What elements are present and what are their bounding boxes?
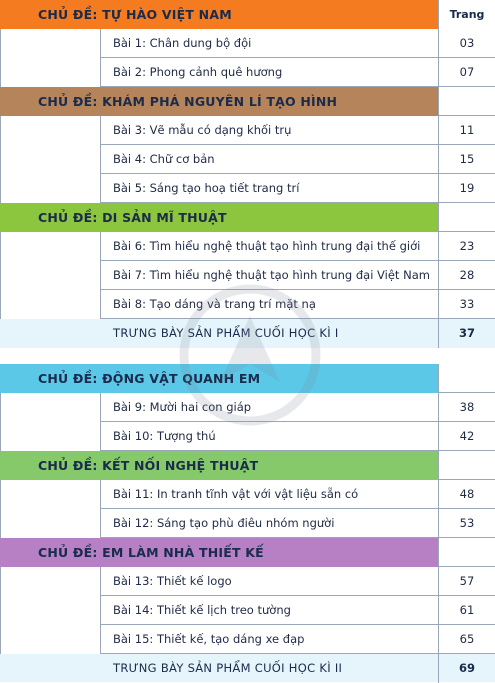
lesson-page: 28 [438,261,495,290]
lesson-page: 33 [438,290,495,319]
topic-page [438,87,495,116]
lesson-page: 19 [438,174,495,203]
exhibition-title: TRƯNG BÀY SẢN PHẨM CUỐI HỌC KÌ I [113,326,339,340]
exhibition-page: 37 [438,319,495,348]
topic-row [0,87,495,116]
lesson-page: 42 [438,422,495,451]
lesson-title: Bài 1: Chân dung bộ đội [113,36,252,50]
exhibition-row[interactable] [0,654,495,682]
page-column-header: Trang [438,0,495,29]
lesson-page: 07 [438,58,495,87]
exhibition-title: TRƯNG BÀY SẢN PHẨM CUỐI HỌC KÌ II [113,661,343,675]
lesson-row[interactable] [0,116,495,145]
topic-page [438,203,495,232]
lesson-row[interactable] [0,509,495,538]
topic-page [438,364,495,393]
topic-title: CHỦ ĐỀ: KHÁM PHÁ NGUYÊN LÍ TẠO HÌNH [38,94,338,109]
lesson-page: 65 [438,625,495,654]
lesson-row[interactable] [0,480,495,509]
topic-page [438,538,495,567]
lesson-title: Bài 15: Thiết kế, tạo dáng xe đạp [113,632,305,646]
topic-page [438,451,495,480]
lesson-row[interactable] [0,145,495,174]
topic-title: CHỦ ĐỀ: EM LÀM NHÀ THIẾT KẾ [38,545,264,560]
lesson-title: Bài 8: Tạo dáng và trang trí mặt nạ [113,297,316,311]
lesson-page: 11 [438,116,495,145]
lesson-page: 38 [438,393,495,422]
lesson-title: Bài 9: Mười hai con giáp [113,400,252,414]
topic-title: CHỦ ĐỀ: ĐỘNG VẬT QUANH EM [38,371,261,386]
lesson-row[interactable] [0,567,495,596]
lesson-title: Bài 13: Thiết kế logo [113,574,232,588]
lesson-title: Bài 4: Chữ cơ bản [113,152,215,166]
lesson-row[interactable] [0,422,495,451]
topic-row [0,364,495,393]
topic-row [0,538,495,567]
lesson-page: 48 [438,480,495,509]
lesson-row[interactable] [0,290,495,319]
lesson-row[interactable] [0,261,495,290]
exhibition-row[interactable] [0,319,495,348]
lesson-row[interactable] [0,596,495,625]
lesson-title: Bài 14: Thiết kế lịch treo tường [113,603,291,617]
lesson-title: Bài 2: Phong cảnh quê hương [113,65,283,79]
lesson-row[interactable] [0,58,495,87]
topic-title: CHỦ ĐỀ: DI SẢN MĨ THUẬT [38,210,227,225]
lesson-row[interactable] [0,393,495,422]
topic-title: CHỦ ĐỀ: KẾT NỐI NGHỆ THUẬT [38,458,259,473]
lesson-row[interactable] [0,29,495,58]
lesson-title: Bài 11: In tranh tĩnh vật với vật liệu sẵn có [113,487,359,501]
lesson-row[interactable] [0,625,495,654]
lesson-page: 15 [438,145,495,174]
lesson-title: Bài 3: Vẽ mẫu có dạng khối trụ [113,123,292,137]
topic-row [0,203,495,232]
lesson-row[interactable] [0,174,495,203]
lesson-title: Bài 6: Tìm hiểu nghệ thuật tạo hình trung đại thế giới [113,239,421,253]
lesson-title: Bài 12: Sáng tạo phù điêu nhóm người [113,516,335,530]
lesson-title: Bài 5: Sáng tạo hoạ tiết trang trí [113,181,300,195]
topic-row [0,451,495,480]
lesson-page: 53 [438,509,495,538]
lesson-title: Bài 10: Tượng thú [113,429,216,443]
lesson-row[interactable] [0,232,495,261]
topic-title: CHỦ ĐỀ: TỰ HÀO VIỆT NAM [38,7,232,22]
lesson-page: 57 [438,567,495,596]
exhibition-page: 69 [438,654,495,683]
topic-row [0,0,495,29]
lesson-title: Bài 7: Tìm hiểu nghệ thuật tạo hình trung đại Việt Nam [113,268,430,282]
lesson-page: 03 [438,29,495,58]
lesson-page: 61 [438,596,495,625]
lesson-page: 23 [438,232,495,261]
